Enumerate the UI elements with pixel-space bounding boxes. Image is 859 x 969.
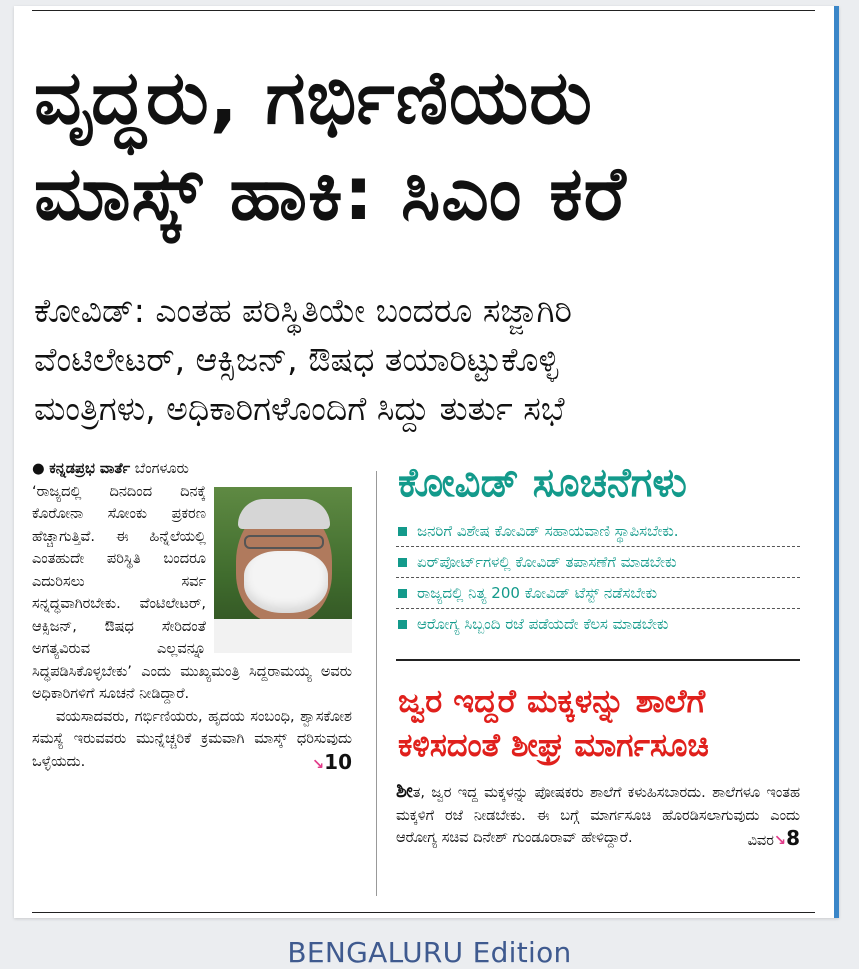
second-story-body xyxy=(396,779,800,850)
guideline-item: ಆರೋಗ್ಯ ಸಿಬ್ಬಂದಿ ರಜೆ ಪಡೆಯದೇ ಕೆಲಸ ಮಾಡಬೇಕು xyxy=(396,609,800,639)
second-story-text: ತ, ಜ್ವರ ಇದ್ದ ಮಕ್ಕಳನ್ನು ಪೋಷಕರು ಶಾಲೆಗೆ ಕಳುಹಿಸಬಾರದು. ಶಾಲೆಗಳೂ ಇಂತಹ ಮಕ್ಕಳಿಗೆ ರಜೆ ನೀಡಬೇಕು. ಈ ಬಗ್ಗೆ ಮಾರ್ಗಸೂಚಿ ಹೊರಡಿಸಲಾಗುವುದು ಎಂದು ಆರೋಗ್ಯ ಸಚಿವ ದಿನೇಶ್ ಗುಂಡೂರಾವ್ ಹೇಳಿದ್ದಾರೆ. xyxy=(396,785,800,846)
second-story-headline: ಜ್ವರ ಇದ್ದರೆ ಮಕ್ಕಳನ್ನು ಶಾಲೆಗೆ ಕಳಿಸದಂತೆ ಶೀಘ್ರ ಮಾರ್ಗಸೂಚಿ xyxy=(398,682,709,764)
story-paragraph-2-wrap xyxy=(32,706,352,774)
details-arrow-icon: ↘ xyxy=(773,833,787,849)
subhead-2: ವೆಂಟಿಲೇಟರ್, ಆಕ್ಸಿಜನ್, ಔಷಧ ತಯಾರಿಟ್ಟುಕೊಳ್ಳಿ xyxy=(34,340,559,379)
details-page: 8 xyxy=(786,826,800,850)
headline-line-1: ವೃದ್ಧರು, ಗರ್ಭಿಣಿಯರು xyxy=(34,55,593,141)
main-story xyxy=(32,458,352,776)
continued-arrow-icon: ↘ xyxy=(312,756,325,773)
byline-dateline: ಬೆಂಗಳೂರು xyxy=(134,461,189,477)
bullet-icon xyxy=(398,620,407,629)
guidelines-list xyxy=(396,516,800,639)
accent-bar xyxy=(834,6,839,918)
bullet-icon xyxy=(398,589,407,598)
column-divider xyxy=(376,471,377,896)
subhead-1: ಕೋವಿಡ್: ಎಂತಹ ಪರಿಸ್ಥಿತಿಯೇ ಬಂದರೂ ಸಜ್ಜಾಗಿರಿ xyxy=(34,291,572,330)
face-mask xyxy=(244,551,328,613)
continued-page: 10 xyxy=(324,749,352,774)
headline-line-2: ಮಾಸ್ಕ್ ಹಾಕಿ: ಸಿಎಂ ಕರೆ xyxy=(34,151,627,237)
second-story-lead: ಶೀ xyxy=(396,778,413,802)
guideline-item: ಜನರಿಗೆ ವಿಶೇಷ ಕೋವಿಡ್ ಸಹಾಯವಾಣಿ ಸ್ಥಾಪಿಸಬೇಕು. xyxy=(396,516,800,547)
details-ref[interactable] xyxy=(748,827,800,853)
newspaper-clipping xyxy=(14,6,839,918)
byline-source: ಕನ್ನಡಪ್ರಭ ವಾರ್ತೆ xyxy=(49,461,131,477)
continued-ref[interactable] xyxy=(288,751,352,777)
story-paragraph-2: ವಯಸಾದವರು, ಗರ್ಭಿಣಿಯರು, ಹೃದಯ ಸಂಬಂಧಿ, ಶ್ವಾಸಕೋಶ ಸಮಸ್ಯೆ ಇರುವವರು ಮುನ್ನೆಚ್ಚರಿಕೆ ಕ್ರಮವಾಗಿ ಮಾಸ್ಕ್ ಧರಿಸುವುದು ಒಳ್ಳೆಯದು. xyxy=(32,708,352,770)
bottom-rule xyxy=(32,912,815,913)
main-headline xyxy=(34,50,824,242)
story-paragraph-1: ‘ರಾಜ್ಯದಲ್ಲಿ ದಿನದಿಂದ ದಿನಕ್ಕೆ ಕೊರೋನಾ ಸೋಂಕು ಪ್ರಕರಣ ಹೆಚ್ಚಾಗುತ್ತಿವೆ. ಈ ಹಿನ್ನೆಲೆಯಲ್ಲಿ ಎಂತಹುದೇ ಪರಿಸ್ಥಿತಿ ಬಂದರೂ ಎದುರಿಸಲು ಸರ್ವ ಸನ್ನದ್ಧವಾಗಿರಬೇಕು. ವೆಂಟಿಲೇಟರ್, ಆಕ್ಸಿಜನ್, ಔಷಧ ಸೇರಿದಂತೆ ಅಗತ್ಯವಿರುವ ಎಲ್ಲವನ್ನೂ ಸಿದ್ಧಪಡಿಸಿಕೊಳ್ಳಬೇಕು’ ಎಂದು ಮುಖ್ಯಮಂತ್ರಿ ಸಿದ್ದರಾಮಯ್ಯ ಅವರು ಅಧಿಕಾರಿಗಳಿಗೆ ಸೂಚನೆ ನೀಡಿದ್ದಾರೆ. xyxy=(32,483,352,702)
guidelines-title: ಕೋವಿಡ್ ಸೂಚನೆಗಳು xyxy=(398,460,687,506)
bullet-icon xyxy=(398,527,407,536)
siddaramaiah-photo xyxy=(214,487,352,653)
bullet-icon xyxy=(398,558,407,567)
subheadlines xyxy=(34,286,824,433)
edition-label: BENGALURU Edition xyxy=(287,936,572,969)
top-rule xyxy=(32,10,815,11)
subhead-3: ಮಂತ್ರಿಗಳು, ಅಧಿಕಾರಿಗಳೊಂದಿಗೆ ಸಿದ್ದು ತುರ್ತು ಸಭೆ xyxy=(34,389,565,428)
guideline-item: ಏರ್‌ಪೋರ್ಟ್‌ಗಳಲ್ಲಿ ಕೋವಿಡ್ ತಪಾಸಣೆಗೆ ಮಾಡಬೇಕು xyxy=(396,547,800,578)
right-column xyxy=(396,458,800,853)
details-label: ವಿವರ xyxy=(747,833,774,849)
byline: ● ಕನ್ನಡಪ್ರಭ ವಾರ್ತೆ ಬೆಂಗಳೂರು xyxy=(32,461,189,477)
guideline-item: ರಾಜ್ಯದಲ್ಲಿ ನಿತ್ಯ 200 ಕೋವಿಡ್ ಟೆಸ್ಟ್ ನಡೆಸಬೇಕು xyxy=(396,578,800,609)
guidelines-bottom-rule xyxy=(396,659,800,661)
